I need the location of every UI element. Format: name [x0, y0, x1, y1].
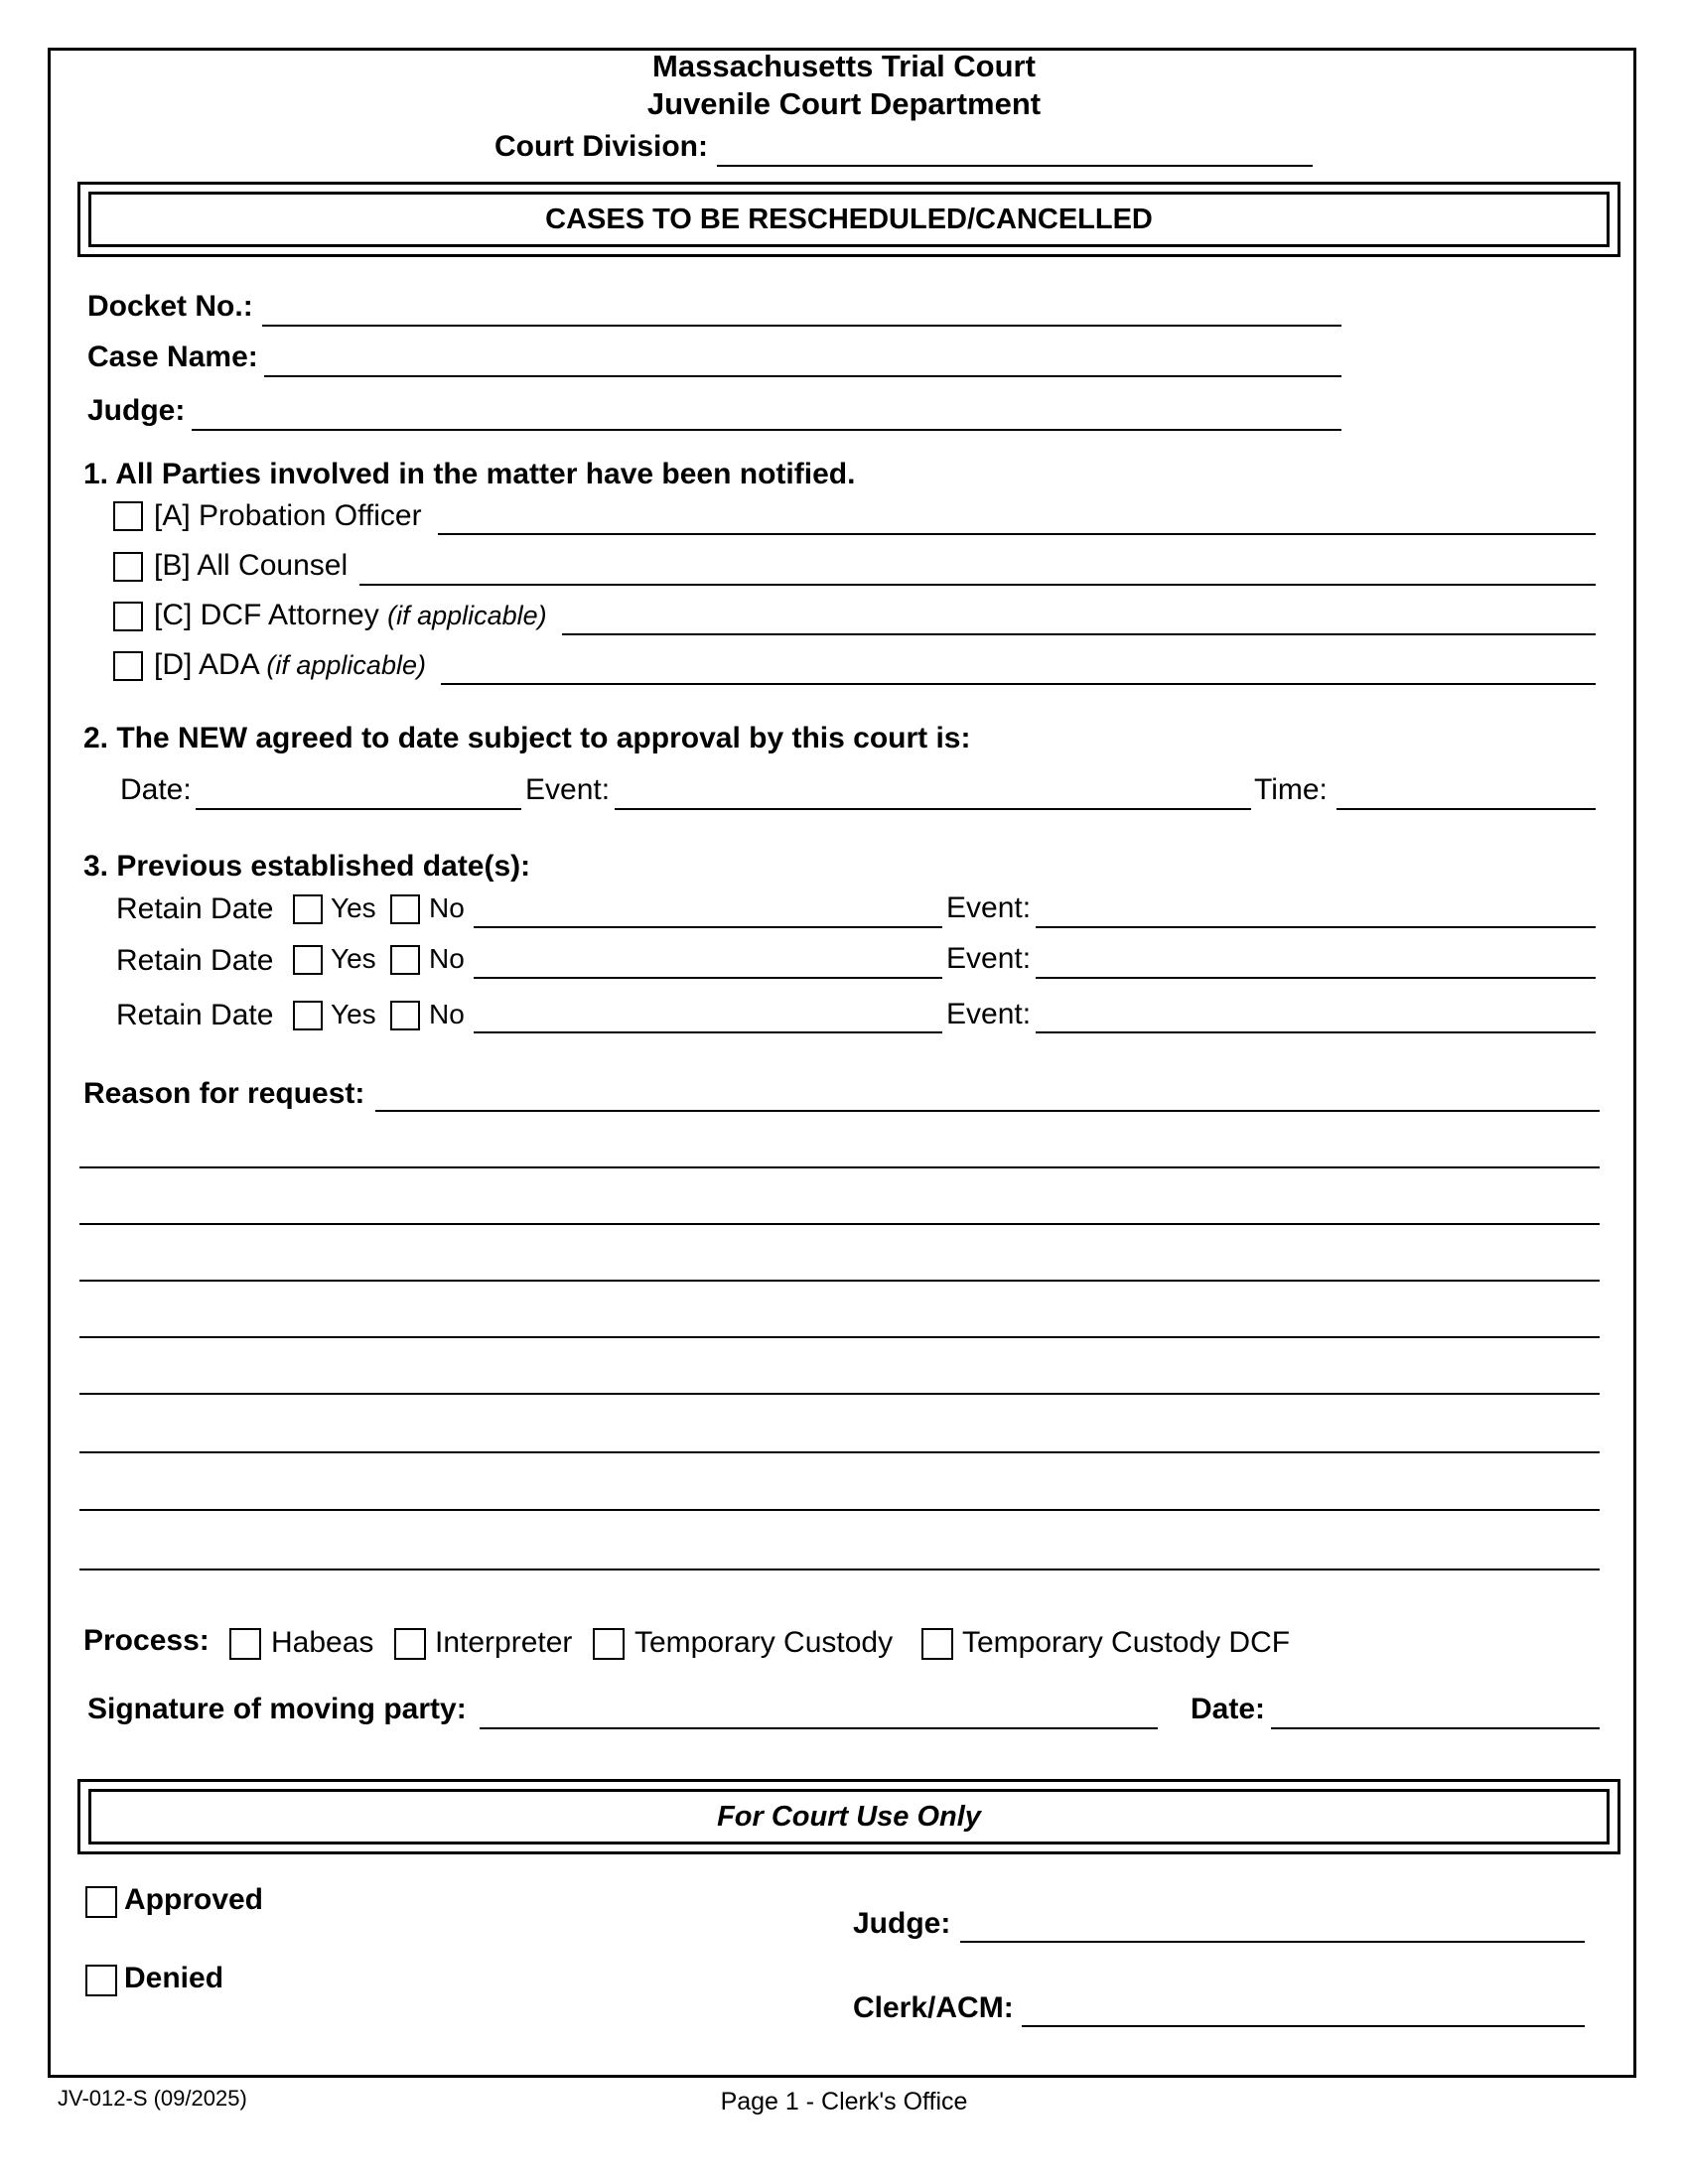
section1-heading: 1. All Parties involved in the matter have been notified. [83, 458, 856, 490]
retain-date-label: Retain Date [116, 944, 274, 977]
process-label: Process: [83, 1624, 210, 1657]
new-event-label: Event: [525, 773, 611, 806]
ada-note: (if applicable) [266, 650, 426, 680]
approved-label: Approved [124, 1883, 264, 1916]
court-division-field[interactable] [717, 165, 1313, 167]
docket-label: Docket No.: [87, 290, 253, 323]
temporary-custody-dcf-label: Temporary Custody DCF [962, 1626, 1291, 1659]
previous-date-field[interactable] [474, 977, 942, 979]
habeas-checkbox[interactable] [229, 1628, 261, 1660]
retain-yes-checkbox[interactable] [293, 894, 323, 924]
retain-date-label: Retain Date [116, 999, 274, 1031]
denied-label: Denied [124, 1962, 224, 1994]
previous-event-field[interactable] [1036, 977, 1596, 979]
reason-line[interactable] [79, 1336, 1600, 1338]
all-counsel-checkbox[interactable] [113, 552, 143, 582]
clerk-label: Clerk/ACM: [853, 1991, 1014, 2024]
new-date-field[interactable] [196, 808, 521, 810]
department-name: Juvenile Court Department [646, 86, 1042, 121]
previous-event-label: Event: [946, 998, 1032, 1030]
retain-date-label: Retain Date [116, 892, 274, 925]
retain-yes-label: Yes [331, 999, 376, 1029]
case-name-field[interactable] [264, 375, 1341, 377]
retain-no-label: No [429, 943, 465, 974]
dcf-attorney-text: [C] DCF Attorney [154, 599, 379, 631]
interpreter-checkbox[interactable] [394, 1628, 426, 1660]
denied-checkbox[interactable] [85, 1965, 117, 1996]
signature-date-field[interactable] [1271, 1727, 1600, 1729]
case-name-label: Case Name: [87, 341, 258, 373]
court-judge-field[interactable] [960, 1941, 1585, 1943]
new-date-label: Date: [120, 773, 192, 806]
temporary-custody-checkbox[interactable] [593, 1628, 625, 1660]
probation-officer-checkbox[interactable] [113, 501, 143, 531]
temporary-custody-label: Temporary Custody [634, 1626, 894, 1659]
section3-heading: 3. Previous established date(s): [83, 850, 531, 883]
signature-label: Signature of moving party: [87, 1693, 467, 1725]
retain-no-checkbox[interactable] [390, 894, 420, 924]
retain-yes-checkbox[interactable] [293, 1001, 323, 1030]
interpreter-label: Interpreter [435, 1626, 573, 1659]
dcf-attorney-note: (if applicable) [387, 601, 547, 630]
retain-no-label: No [429, 999, 465, 1029]
page-label: Page 1 - Clerk's Office [720, 2088, 968, 2116]
banner-title: CASES TO BE RESCHEDULED/CANCELLED [88, 192, 1610, 247]
ada-text: [D] ADA [154, 648, 259, 681]
docket-field[interactable] [262, 325, 1341, 327]
reason-label: Reason for request: [83, 1077, 365, 1110]
clerk-field[interactable] [1022, 2025, 1585, 2027]
court-use-title: For Court Use Only [88, 1789, 1610, 1844]
previous-event-field[interactable] [1036, 926, 1596, 928]
retain-yes-label: Yes [331, 943, 376, 974]
all-counsel-field[interactable] [359, 584, 1596, 586]
ada-field[interactable] [441, 683, 1596, 685]
retain-yes-label: Yes [331, 892, 376, 923]
section2-heading: 2. The NEW agreed to date subject to approval by this court is: [83, 722, 971, 754]
ada-checkbox[interactable] [113, 651, 143, 681]
new-time-label: Time: [1254, 773, 1328, 806]
reason-line[interactable] [79, 1393, 1600, 1395]
reason-line[interactable] [79, 1223, 1600, 1225]
probation-officer-label: [A] Probation Officer [154, 499, 422, 532]
retain-yes-checkbox[interactable] [293, 945, 323, 975]
probation-officer-field[interactable] [438, 533, 1596, 535]
reason-line[interactable] [79, 1569, 1600, 1570]
previous-event-label: Event: [946, 891, 1032, 924]
previous-date-field[interactable] [474, 1031, 942, 1033]
signature-field[interactable] [480, 1727, 1158, 1729]
retain-no-label: No [429, 892, 465, 923]
form-id: JV-012-S (09/2025) [58, 2086, 247, 2111]
habeas-label: Habeas [271, 1626, 374, 1659]
court-name: Massachusetts Trial Court [652, 49, 1036, 83]
all-counsel-label: [B] All Counsel [154, 549, 349, 582]
ada-label [154, 648, 426, 682]
reason-line[interactable] [79, 1509, 1600, 1511]
page-frame [48, 48, 1636, 2078]
signature-date-label: Date: [1191, 1693, 1266, 1725]
reason-line[interactable] [79, 1280, 1600, 1282]
temporary-custody-dcf-checkbox[interactable] [921, 1628, 953, 1660]
previous-event-field[interactable] [1036, 1031, 1596, 1033]
reason-line[interactable] [79, 1451, 1600, 1453]
dcf-attorney-field[interactable] [562, 633, 1596, 635]
reason-field[interactable] [375, 1110, 1600, 1112]
judge-label: Judge: [87, 394, 186, 427]
retain-no-checkbox[interactable] [390, 945, 420, 975]
court-division-label: Court Division: [494, 130, 708, 163]
previous-event-label: Event: [946, 942, 1032, 975]
retain-no-checkbox[interactable] [390, 1001, 420, 1030]
dcf-attorney-checkbox[interactable] [113, 602, 143, 631]
approved-checkbox[interactable] [85, 1886, 117, 1918]
new-event-field[interactable] [615, 808, 1251, 810]
reason-line[interactable] [79, 1166, 1600, 1168]
new-time-field[interactable] [1336, 808, 1596, 810]
judge-field[interactable] [192, 429, 1341, 431]
dcf-attorney-label [154, 599, 547, 632]
previous-date-field[interactable] [474, 926, 942, 928]
court-judge-label: Judge: [853, 1907, 951, 1940]
